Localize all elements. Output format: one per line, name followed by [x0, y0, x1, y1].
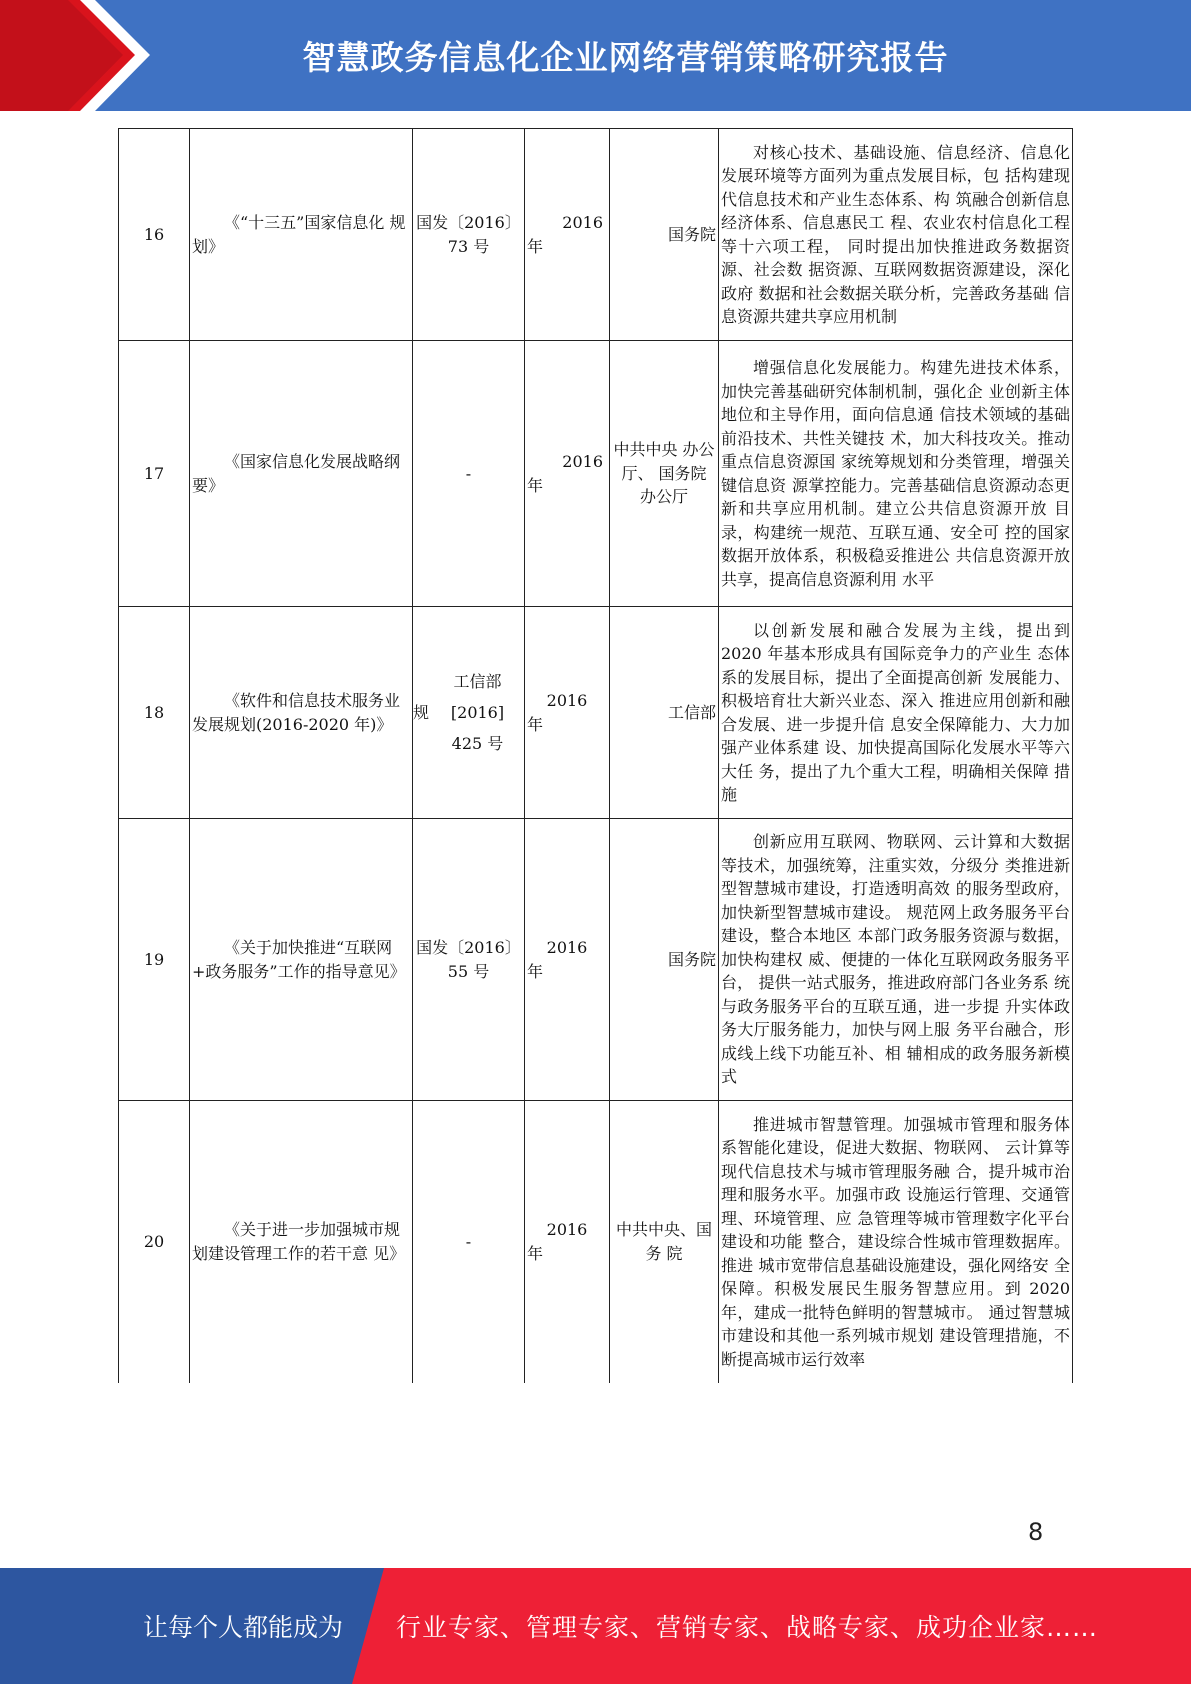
year-unit: 年	[527, 961, 544, 981]
issue-year	[525, 819, 610, 1101]
document-number: 国发〔2016〕73 号	[413, 129, 525, 341]
issuing-organization: 国务院	[610, 129, 719, 341]
policy-name: 《“十三五”国家信息化 规划》	[190, 129, 413, 341]
year-value: 2016	[546, 691, 588, 710]
document-prefix: 规	[413, 702, 430, 722]
row-number: 20	[119, 1101, 190, 1383]
footer-slogan-right: 行业专家、管理专家、营销专家、战略专家、成功企业家……	[396, 1613, 1099, 1642]
header-arrow-decoration	[0, 0, 150, 111]
document-line: 425 号	[451, 734, 504, 753]
year-unit: 年	[527, 236, 544, 256]
year-unit: 年	[527, 1243, 544, 1263]
issue-year	[525, 341, 610, 607]
issue-year	[525, 607, 610, 819]
policy-name: 《软件和信息技术服务业 发展规划(2016-2020 年)》	[190, 607, 413, 819]
document-line: [2016]	[450, 703, 505, 722]
issuing-organization: 工信部	[610, 607, 719, 819]
year-unit: 年	[527, 475, 544, 495]
footer-slogan-left: 让每个人都能成为	[143, 1613, 344, 1642]
issue-year	[525, 1101, 610, 1383]
policy-description: 对核心技术、基础设施、信息经济、信息化发展环境等方面列为重点发展目标，包 括构建现代信息技术和产业生态体系、构 筑融合创新信息经济体系、信息惠民工 程、农业农村信息化工程等十六项工程， 同时提出加快推进政务数据资源、社会数 据资源、互联网数据资源建设，深化政府 数据和社会数据关联分析，完善政务基础 信息资源共建共享应用机制	[719, 129, 1073, 341]
document-number: -	[413, 341, 525, 607]
year-value: 2016	[546, 1220, 588, 1240]
year-value: 2016	[562, 213, 603, 232]
row-number: 16	[119, 129, 190, 341]
document-number: -	[413, 1101, 525, 1383]
policy-name: 《国家信息化发展战略纲 要》	[190, 341, 413, 607]
year-value: 2016	[546, 938, 588, 957]
document-number	[413, 607, 525, 819]
policy-description: 创新应用互联网、物联网、云计算和大数据等技术，加强统筹，注重实效，分级分 类推进新型智慧城市建设，打造透明高效 的服务型政府，加快新型智慧城市建设。 规范网上政务服务平台建设，整合本地区 本部门政务服务资源与数据，加快构建权 威、便捷的一体化互联网政务服务平台， 提供一站式服务，推进政府部门各业务系 统与政务服务平台的互联互通，进一步提 升实体政务大厅服务能力，加快与网上服 务平台融合，形成线上线下功能互补、相 辅相成的政务服务新模式	[719, 819, 1073, 1101]
table-row	[119, 1101, 1073, 1383]
year-unit: 年	[527, 714, 544, 734]
policy-description: 以创新发展和融合发展为主线，提出到 2020 年基本形成具有国际竞争力的产业生 态体系的发展目标，提出了全面提高创新 发展能力、积极培育壮大新兴业态、深入 推进应用创新和融合发展、进一步提升信 息安全保障能力、大力加强产业体系建 设、加快提高国际化发展水平等六大任 务，提出了九个重大工程，明确相关保障 措施	[719, 607, 1073, 819]
policy-name: 《关于进一步加强城市规 划建设管理工作的若干意 见》	[190, 1101, 413, 1383]
row-number: 17	[119, 341, 190, 607]
document-number: 国发〔2016〕55 号	[413, 819, 525, 1101]
policy-description: 推进城市智慧管理。加强城市管理和服务体系智能化建设，促进大数据、物联网、 云计算等现代信息技术与城市管理服务融 合，提升城市治理和服务水平。加强市政 设施运行管理、交通管理、环境管理、应 急管理等城市管理数字化平台建设和功能 整合，建设综合性城市管理数据库。推进 城市宽带信息基础设施建设，强化网络安 全保障。积极发展民生服务智慧应用。到 2020 年，建成一批特色鲜明的智慧城市。 通过智慧城市建设和其他一系列城市规划 建设管理措施，不断提高城市运行效率	[719, 1101, 1073, 1383]
policy-description: 增强信息化发展能力。构建先进技术体系，加快完善基础研究体制机制，强化企 业创新主体地位和主导作用，面向信息通 信技术领域的基础前沿技术、共性关键技 术，加大科技攻关。推动重点信息资源国 家统筹规划和分类管理，增强关键信息资 源掌控能力。完善基础信息资源动态更新和共享应用机制。建立公共信息资源开放 目录，构建统一规范、互联互通、安全可 控的国家数据开放体系，积极稳妥推进公 共信息资源开放共享，提高信息资源利用 水平	[719, 341, 1073, 607]
issuing-organization: 国务院	[610, 819, 719, 1101]
document-line: 工信部	[453, 672, 502, 691]
row-number: 18	[119, 607, 190, 819]
policy-table	[118, 128, 1073, 1383]
policy-name: 《关于加快推进“互联网 +政务服务”工作的指导意见》	[190, 819, 413, 1101]
row-number: 19	[119, 819, 190, 1101]
table-row	[119, 607, 1073, 819]
table-row	[119, 819, 1073, 1101]
page-header	[0, 0, 1191, 111]
table-row	[119, 341, 1073, 607]
year-value: 2016	[562, 452, 603, 471]
issuing-organization: 中共中央 办公厅、 国务院 办公厅	[610, 341, 719, 607]
issue-year	[525, 129, 610, 341]
page-footer	[0, 1568, 1191, 1684]
report-title: 智慧政务信息化企业网络营销策略研究报告	[302, 38, 949, 77]
issuing-organization: 中共中央、国务 院	[610, 1101, 719, 1383]
table-row	[119, 129, 1073, 341]
page-number: 8	[1028, 1518, 1044, 1546]
